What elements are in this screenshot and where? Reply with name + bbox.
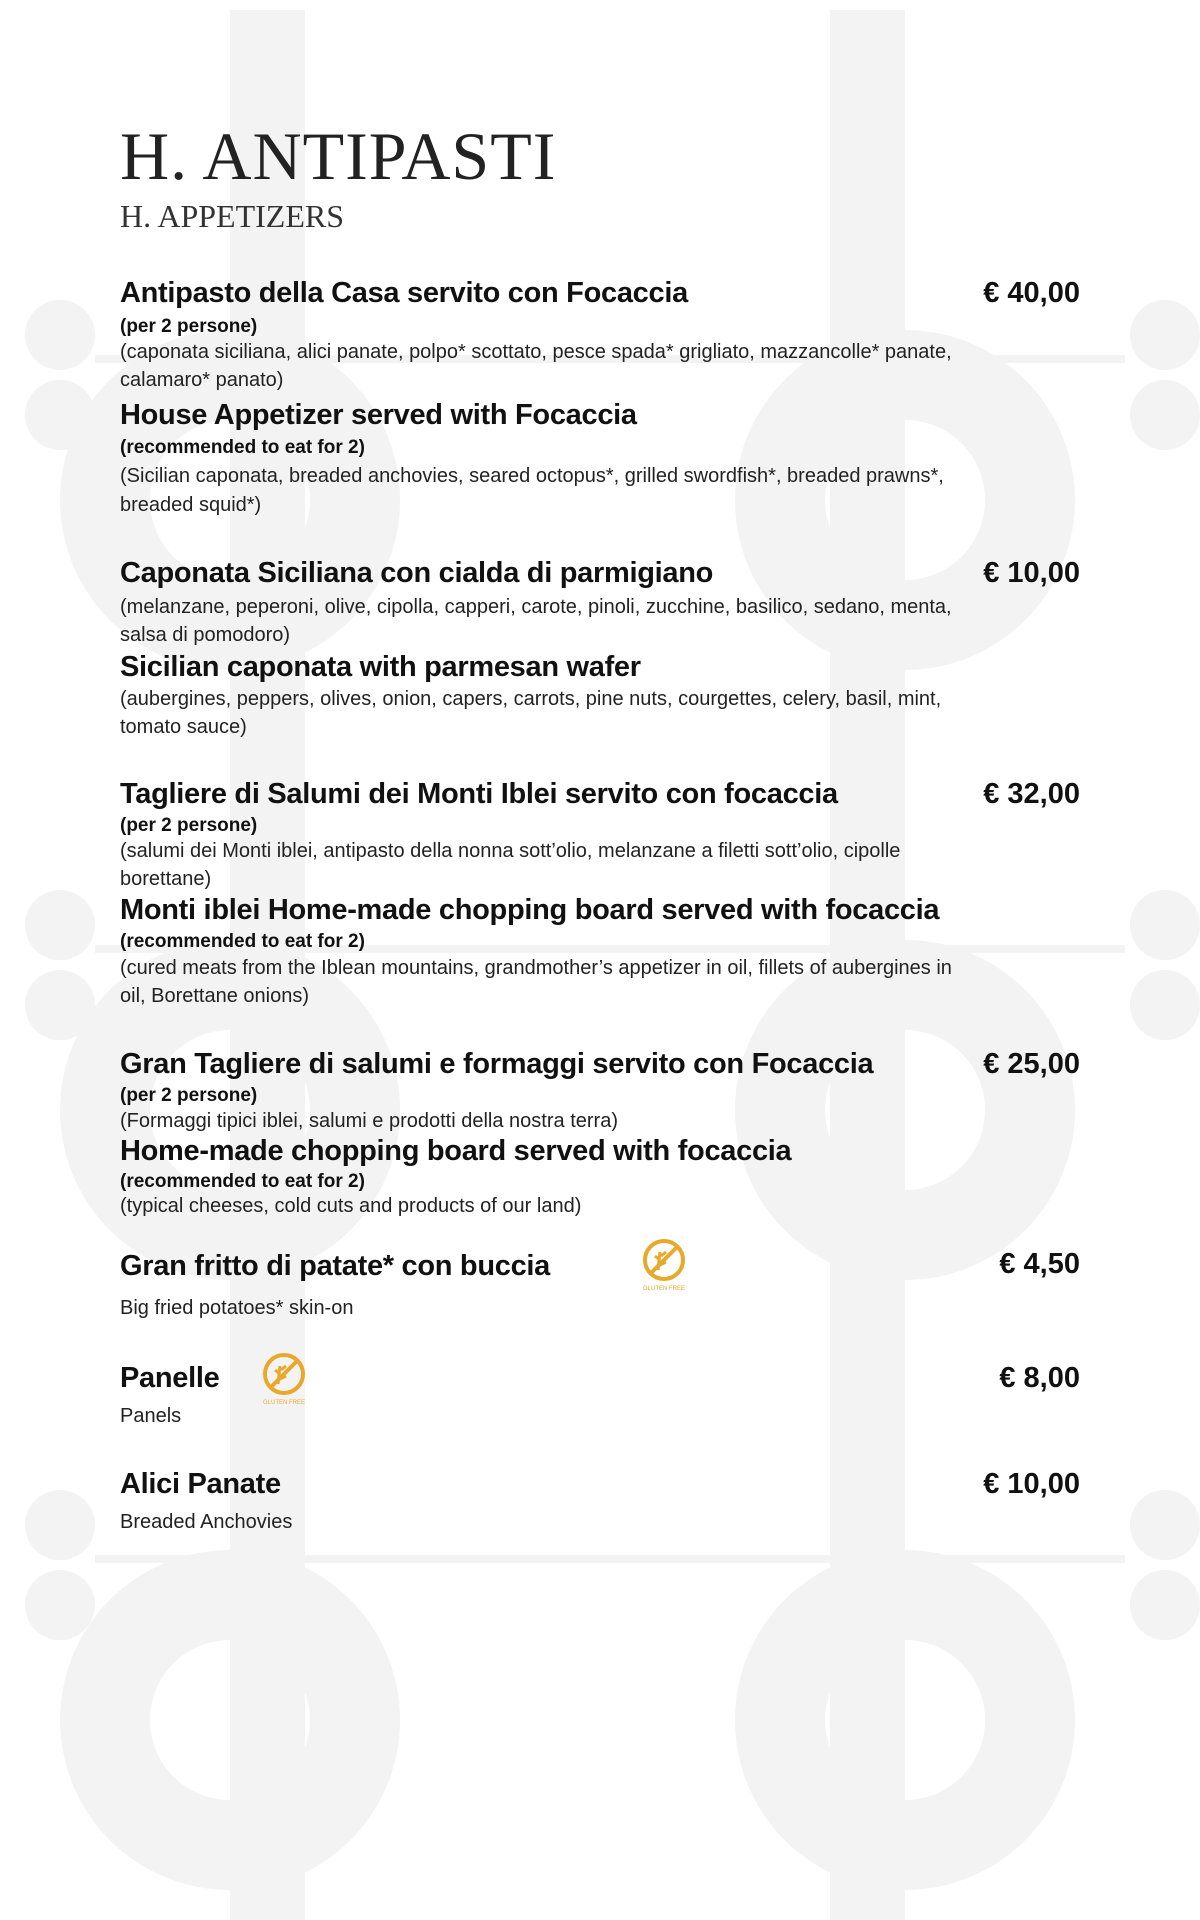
item-desc-it: (Formaggi tipici iblei, salumi e prodotti della nostra terra) xyxy=(120,1110,618,1132)
item-desc-it: borettane) xyxy=(120,868,212,890)
page-subtitle: H. APPETIZERS xyxy=(120,198,345,234)
item-name-it: Panelle xyxy=(120,1362,220,1394)
item-price: € 10,00 xyxy=(983,557,1080,589)
item-note-en: (recommended to eat for 2) xyxy=(120,1171,365,1192)
item-name-it: Gran fritto di patate* con buccia xyxy=(120,1250,550,1282)
item-desc-it: (salumi dei Monti iblei, antipasto della nonna sott’olio, melanzane a filetti sott’olio, cipolle xyxy=(120,840,901,862)
item-desc-en: tomato sauce) xyxy=(120,716,247,738)
badge-text: GLUTEN FREE xyxy=(262,1400,306,1406)
item-desc-it: (melanzane, peperoni, olive, cipolla, capperi, carote, pinoli, zucchine, basilico, sedano, menta, xyxy=(120,596,952,618)
item-note-en: (recommended to eat for 2) xyxy=(120,437,365,458)
item-name-it: Alici Panate xyxy=(120,1468,281,1500)
page-title: H. ANTIPASTI xyxy=(120,118,557,194)
gluten-free-icon xyxy=(640,1238,688,1294)
item-price: € 4,50 xyxy=(999,1248,1080,1280)
item-name-en: Breaded Anchovies xyxy=(120,1511,293,1533)
item-desc-en: breaded squid*) xyxy=(120,494,262,516)
item-name-it: Antipasto della Casa servito con Focaccia xyxy=(120,277,688,309)
item-note-it: (per 2 persone) xyxy=(120,316,258,337)
item-desc-en: (aubergines, peppers, olives, onion, capers, carrots, pine nuts, courgettes, celery, basil, mint, xyxy=(120,688,942,710)
item-price: € 25,00 xyxy=(983,1048,1080,1080)
item-name-en: House Appetizer served with Focaccia xyxy=(120,399,637,431)
item-name-it: Gran Tagliere di salumi e formaggi servito con Focaccia xyxy=(120,1048,874,1080)
item-price: € 40,00 xyxy=(983,277,1080,309)
item-note-it: (per 2 persone) xyxy=(120,815,258,836)
item-desc-en: (Sicilian caponata, breaded anchovies, seared octopus*, grilled swordfish*, breaded prawns*, xyxy=(120,465,944,487)
item-name-it: Caponata Siciliana con cialda di parmigiano xyxy=(120,557,714,589)
item-price: € 8,00 xyxy=(999,1362,1080,1394)
item-note-en: (recommended to eat for 2) xyxy=(120,931,365,952)
item-name-en: Panels xyxy=(120,1405,182,1427)
item-price: € 32,00 xyxy=(983,778,1080,810)
item-desc-en: oil, Borettane onions) xyxy=(120,985,310,1007)
item-note-it: (per 2 persone) xyxy=(120,1085,258,1106)
item-name-en: Monti iblei Home-made chopping board served with focaccia xyxy=(120,894,940,926)
item-name-en: Sicilian caponata with parmesan wafer xyxy=(120,651,641,683)
item-desc-it: calamaro* panato) xyxy=(120,369,284,391)
badge-text: GLUTEN FREE xyxy=(642,1286,686,1292)
item-desc-en: (cured meats from the Iblean mountains, grandmother’s appetizer in oil, fillets of aubergines in xyxy=(120,957,952,979)
item-desc-it: (caponata siciliana, alici panate, polpo* scottato, pesce spada* grigliato, mazzancolle* panate, xyxy=(120,341,952,363)
item-name-en: Home-made chopping board served with focaccia xyxy=(120,1135,792,1167)
item-price: € 10,00 xyxy=(983,1468,1080,1500)
gluten-free-icon xyxy=(260,1352,308,1408)
item-name-it: Tagliere di Salumi dei Monti Iblei servito con focaccia xyxy=(120,778,838,810)
item-desc-it: salsa di pomodoro) xyxy=(120,624,291,646)
item-name-en: Big fried potatoes* skin-on xyxy=(120,1297,354,1319)
item-desc-en: (typical cheeses, cold cuts and products of our land) xyxy=(120,1195,582,1217)
